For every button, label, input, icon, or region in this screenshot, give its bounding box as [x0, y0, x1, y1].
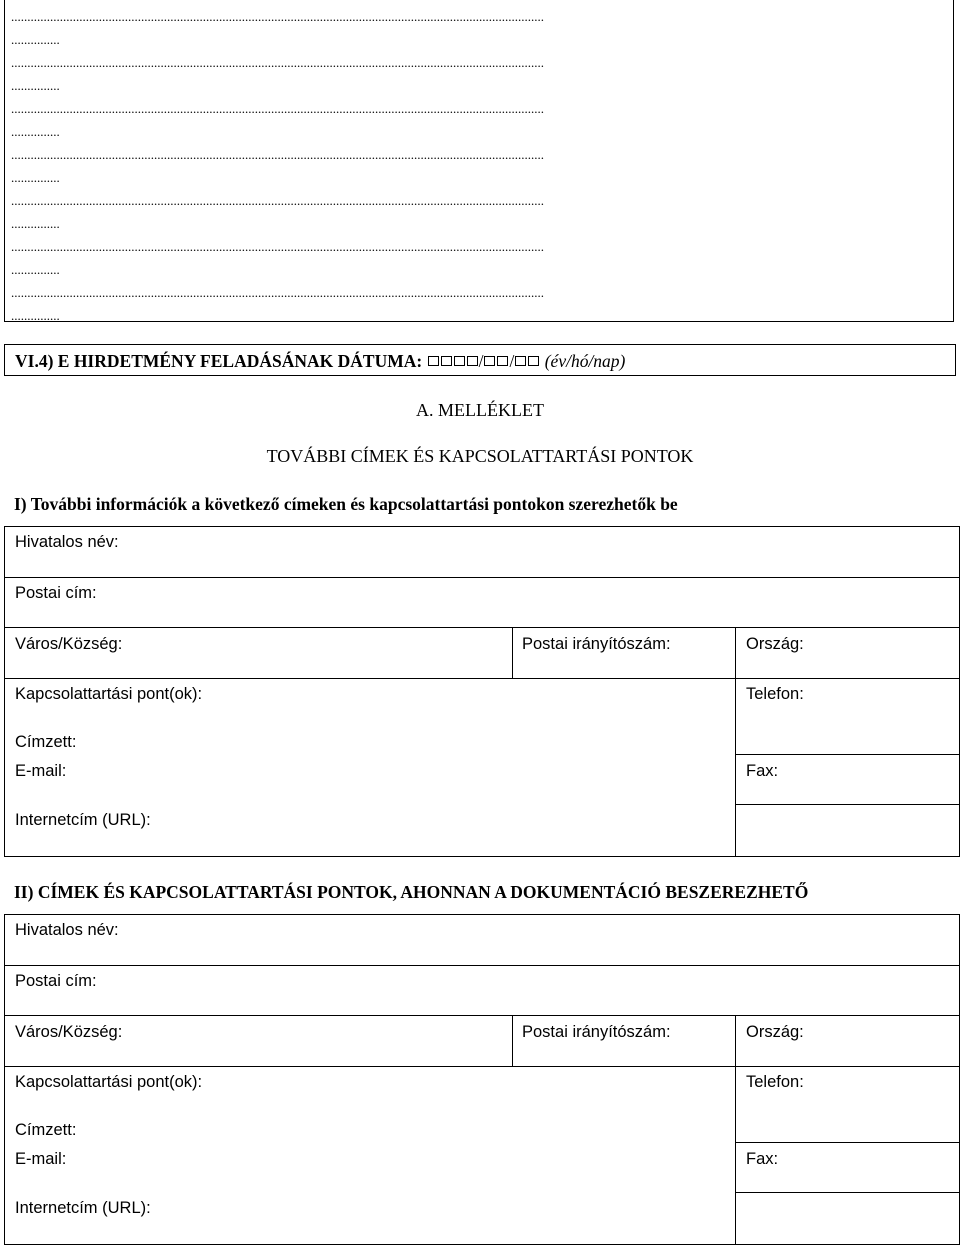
dotted-line: ....................................................................................................................................................................: [11, 193, 544, 208]
section-1-heading: I) További információk a következő címeken és kapcsolattartási pontokon szerezhetők be: [14, 494, 678, 514]
official-name-label: Hivatalos név:: [15, 921, 119, 939]
fax-label: Fax:: [746, 1150, 779, 1168]
town-label: Város/Község:: [15, 635, 123, 653]
official-name-label: Hivatalos név:: [15, 533, 119, 551]
annex-subtitle: TOVÁBBI CÍMEK ÉS KAPCSOLATTARTÁSI PONTOK: [266, 446, 694, 466]
postal-code-label: Postai irányítószám:: [522, 635, 671, 653]
dotted-line: ....................................................................................................................................................................: [11, 239, 544, 254]
dotted-line: ...............: [11, 124, 60, 139]
contact-points-label: Kapcsolattartási pont(ok):: [15, 1073, 203, 1091]
dispatch-date-label: VI.4) E HIRDETMÉNY FELADÁSÁNAK DÁTUMA:: [15, 351, 423, 371]
attention-label: Címzett:: [15, 1121, 77, 1139]
address-table-1: [4, 526, 960, 857]
dotted-line: ...............: [11, 216, 60, 231]
address-table-2: [4, 914, 960, 1245]
section-2-heading: II) CÍMEK ÉS KAPCSOLATTARTÁSI PONTOK, AHONNAN A DOKUMENTÁCIÓ BESZEREZHETŐ: [14, 882, 809, 902]
dotted-line: ...............: [11, 308, 60, 323]
phone-label: Telefon:: [746, 685, 804, 703]
year-boxes[interactable]: [427, 351, 479, 371]
day-boxes[interactable]: [514, 351, 540, 371]
date-format-hint: (év/hó/nap): [544, 351, 626, 371]
postal-code-label: Postai irányítószám:: [522, 1023, 671, 1041]
dotted-line: ....................................................................................................................................................................: [11, 9, 544, 24]
date-separator: /: [478, 351, 484, 371]
dotted-line: ...............: [11, 32, 60, 47]
postal-address-label: Postai cím:: [15, 584, 97, 602]
country-label: Ország:: [746, 1023, 804, 1041]
town-label: Város/Község:: [15, 1023, 123, 1041]
dispatch-date-field[interactable]: [15, 351, 625, 372]
month-boxes[interactable]: [483, 351, 509, 371]
dotted-line: ....................................................................................................................................................................: [11, 285, 544, 300]
country-label: Ország:: [746, 635, 804, 653]
attention-label: Címzett:: [15, 733, 77, 751]
dotted-line: ....................................................................................................................................................................: [11, 147, 544, 162]
fax-label: Fax:: [746, 762, 779, 780]
url-label: Internetcím (URL):: [15, 811, 151, 829]
date-separator: /: [509, 351, 515, 371]
url-label: Internetcím (URL):: [15, 1199, 151, 1217]
phone-label: Telefon:: [746, 1073, 804, 1091]
postal-address-label: Postai cím:: [15, 972, 97, 990]
free-text-box: [4, 0, 954, 322]
email-label: E-mail:: [15, 762, 67, 780]
dotted-line: ...............: [11, 78, 60, 93]
dotted-line: ...............: [11, 170, 60, 185]
contact-points-label: Kapcsolattartási pont(ok):: [15, 685, 203, 703]
annex-title: A. MELLÉKLET: [416, 400, 544, 420]
dispatch-date-row: [4, 344, 956, 376]
email-label: E-mail:: [15, 1150, 67, 1168]
dotted-line: ....................................................................................................................................................................: [11, 55, 544, 70]
dotted-line: ....................................................................................................................................................................: [11, 101, 544, 116]
dotted-line: ...............: [11, 262, 60, 277]
